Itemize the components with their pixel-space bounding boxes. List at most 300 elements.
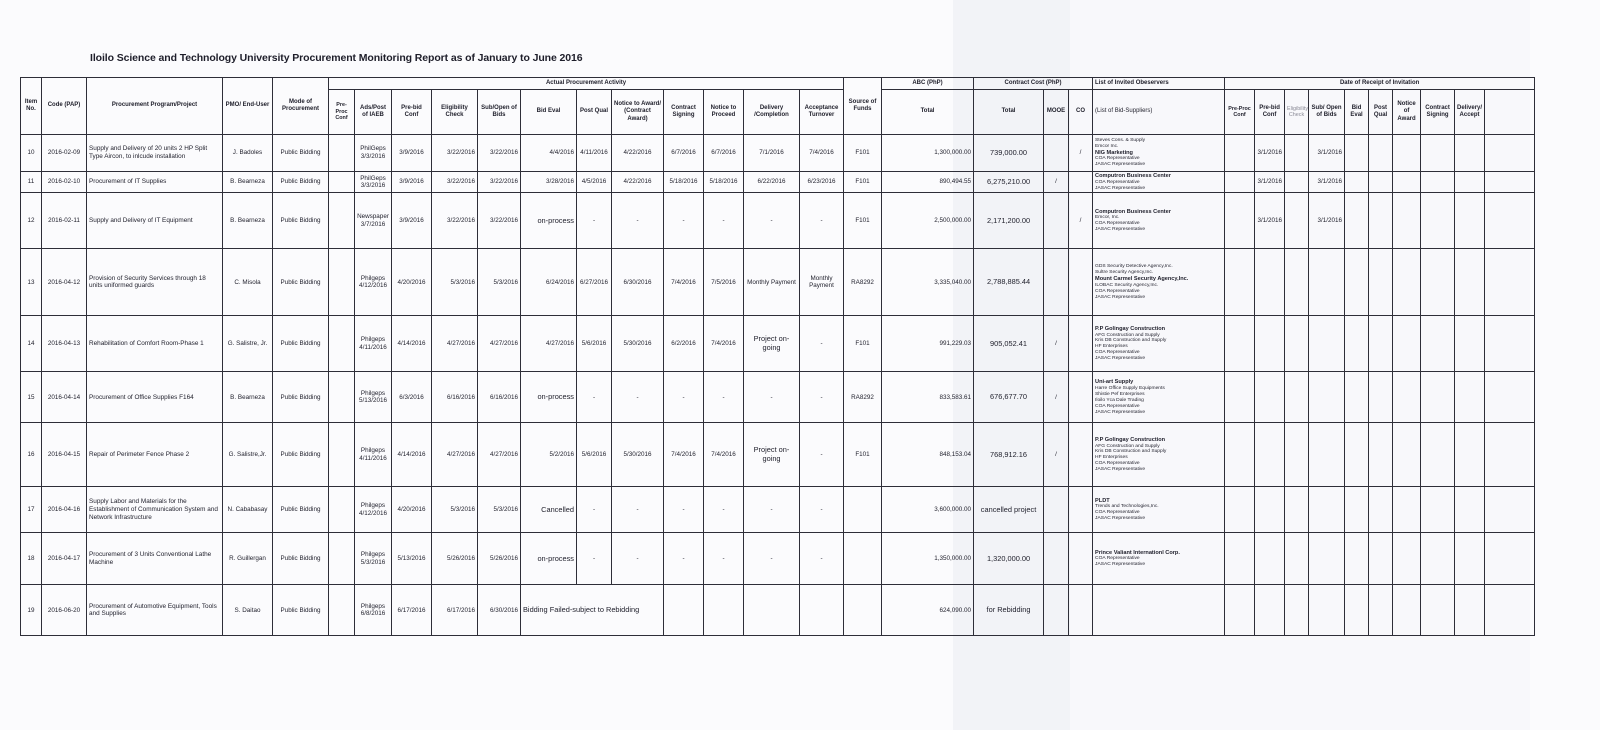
- header-contract-signing: Contract Signing: [664, 90, 704, 135]
- mooe-cell: /: [1044, 172, 1069, 193]
- contract-signing-cell: 6/2/2016: [664, 316, 704, 372]
- contract-signing-cell: 7/4/2016: [664, 423, 704, 487]
- r-noa-cell: [1393, 316, 1421, 372]
- observers-cell: [1093, 249, 1225, 316]
- table-row: [21, 423, 1535, 487]
- delivery-cell: 7/1/2016: [744, 135, 800, 172]
- ntp-cell: -: [704, 487, 744, 533]
- abc-total-cell: 833,583.61: [882, 372, 974, 423]
- source-cell: [844, 585, 882, 636]
- r-postqual-cell: [1369, 585, 1393, 636]
- contract-signing-cell: 6/7/2016: [664, 135, 704, 172]
- r-subopen-cell: [1309, 249, 1345, 316]
- remarks-cell: [1485, 585, 1535, 636]
- abc-total-cell: 991,229.03: [882, 316, 974, 372]
- header-acceptance: Acceptance Turnover: [800, 90, 844, 135]
- remarks-cell: [1485, 193, 1535, 249]
- r-noa-cell: [1393, 193, 1421, 249]
- observer-line: GDS Security Detective Agency,Inc.: [1095, 264, 1173, 270]
- acceptance-cell: 7/4/2016: [800, 135, 844, 172]
- r-contract-cell: [1421, 372, 1455, 423]
- observer-line: JASAC Representative: [1095, 562, 1146, 568]
- pmo-cell: B. Bearneza: [223, 193, 273, 249]
- r-postqual-cell: [1369, 533, 1393, 585]
- contract-total-cell: 1,320,000.00: [974, 533, 1044, 585]
- eligibility-cell: 4/27/2016: [432, 316, 478, 372]
- bideval-cell: 6/24/2016: [521, 249, 577, 316]
- r-contract-cell: [1421, 172, 1455, 193]
- r-postqual-cell: [1369, 193, 1393, 249]
- r-bideval-cell: [1345, 135, 1369, 172]
- observers-cell: [1093, 423, 1225, 487]
- observer-line: Sultre Security Agency,Inc.: [1095, 270, 1154, 276]
- contract-total-cell: 905,052.41: [974, 316, 1044, 372]
- code-cell: 2016-04-16: [42, 487, 87, 533]
- header-mode: Mode of Procurement: [273, 78, 329, 135]
- ntp-cell: -: [704, 372, 744, 423]
- code-cell: 2016-04-12: [42, 249, 87, 316]
- bideval-cell: on-process: [521, 193, 577, 249]
- header-r-bideval: Bid Eval: [1345, 90, 1369, 135]
- contract-signing-cell: -: [664, 372, 704, 423]
- ntp-cell: 5/18/2016: [704, 172, 744, 193]
- header-pre-proc: Pre-Proc Conf: [329, 90, 355, 135]
- pre-proc-cell: [329, 249, 355, 316]
- subopen-cell: 3/22/2016: [478, 193, 521, 249]
- observer-line: COA Representative: [1095, 221, 1140, 227]
- observer-line: Harre Office Supply Equipments: [1095, 386, 1165, 392]
- observer-head: NIG Marketing: [1095, 149, 1133, 156]
- remarks-cell: [1485, 135, 1535, 172]
- pmo-cell: B. Bearneza: [223, 372, 273, 423]
- bideval-cell: Cancelled: [521, 487, 577, 533]
- noa-cell: 5/30/2016: [612, 423, 664, 487]
- r-preproc-cell: [1225, 172, 1255, 193]
- table-body: [21, 135, 1535, 636]
- observer-line: COA Representative: [1095, 556, 1140, 562]
- acceptance-cell: 6/23/2016: [800, 172, 844, 193]
- pre-proc-cell: [329, 533, 355, 585]
- prebid-cell: 3/9/2016: [392, 172, 432, 193]
- bideval-cell: on-process: [521, 533, 577, 585]
- r-noa-cell: [1393, 487, 1421, 533]
- observer-head: P.P Golingay Construction: [1095, 436, 1166, 443]
- observer-line: COA Representative: [1095, 510, 1140, 516]
- ntp-cell: -: [704, 533, 744, 585]
- observer-head: P.P Golingay Construction: [1095, 325, 1166, 332]
- eligibility-cell: 6/16/2016: [432, 372, 478, 423]
- r-bideval-cell: [1345, 249, 1369, 316]
- pmo-cell: S. Daitao: [223, 585, 273, 636]
- r-contract-cell: [1421, 533, 1455, 585]
- header-observers-group: List of Invited Obeservers: [1093, 78, 1225, 90]
- delivery-cell: Project on-going: [744, 423, 800, 487]
- r-bideval-cell: [1345, 487, 1369, 533]
- abc-total-cell: 3,335,040.00: [882, 249, 974, 316]
- contract-signing-cell: 7/4/2016: [664, 249, 704, 316]
- noa-cell: 6/30/2016: [612, 249, 664, 316]
- co-cell: /: [1069, 135, 1093, 172]
- eligibility-cell: 4/27/2016: [432, 423, 478, 487]
- pre-proc-cell: [329, 316, 355, 372]
- observer-line: Emcor, Inc.: [1095, 215, 1120, 221]
- observer-line: JASAC Representative: [1095, 227, 1146, 233]
- ntp-cell: [704, 585, 744, 636]
- header-prebid: Pre-bid Conf: [392, 90, 432, 135]
- code-cell: 2016-06-20: [42, 585, 87, 636]
- eligibility-cell: 3/22/2016: [432, 172, 478, 193]
- r-noa-cell: [1393, 533, 1421, 585]
- item-no-cell: 18: [21, 533, 42, 585]
- pre-proc-cell: [329, 172, 355, 193]
- mode-cell: Public Bidding: [273, 135, 329, 172]
- source-cell: [844, 487, 882, 533]
- remarks-cell: [1485, 249, 1535, 316]
- r-preproc-cell: [1225, 249, 1255, 316]
- r-delivery-cell: [1455, 423, 1485, 487]
- acceptance-cell: -: [800, 316, 844, 372]
- r-postqual-cell: [1369, 249, 1393, 316]
- observers-cell: [1093, 316, 1225, 372]
- r-prebid-cell: [1255, 585, 1285, 636]
- ads-cell: Philgeps 4/11/2016: [355, 316, 392, 372]
- observer-head: Prince Valiant Internationl Corp.: [1095, 549, 1180, 556]
- ntp-cell: 7/5/2016: [704, 249, 744, 316]
- ads-cell: Philgeps 4/11/2016: [355, 423, 392, 487]
- source-cell: F101: [844, 193, 882, 249]
- header-contract-total: Total: [974, 90, 1044, 135]
- mooe-cell: [1044, 533, 1069, 585]
- r-preproc-cell: [1225, 135, 1255, 172]
- header-abc-group: ABC (PhP): [882, 78, 974, 90]
- program-cell: Repair of Perimeter Fence Phase 2: [87, 423, 223, 487]
- observer-line: Iloilo Yca Dale Trading: [1095, 397, 1144, 403]
- observer-line: JASAC Representative: [1095, 185, 1146, 191]
- noa-cell: 4/22/2016: [612, 135, 664, 172]
- r-bideval-cell: [1345, 193, 1369, 249]
- r-bideval-cell: [1345, 316, 1369, 372]
- r-prebid-cell: 3/1/2016: [1255, 135, 1285, 172]
- table-row: [21, 193, 1535, 249]
- contract-signing-cell: 5/18/2016: [664, 172, 704, 193]
- r-elig-cell: [1285, 316, 1309, 372]
- observers-cell: [1093, 193, 1225, 249]
- r-bideval-cell: [1345, 372, 1369, 423]
- delivery-cell: [744, 585, 800, 636]
- source-cell: F101: [844, 423, 882, 487]
- delivery-cell: 6/22/2016: [744, 172, 800, 193]
- co-cell: /: [1069, 193, 1093, 249]
- observer-head: Computron Business Center: [1095, 208, 1171, 215]
- prebid-cell: 6/3/2016: [392, 372, 432, 423]
- abc-total-cell: 890,494.55: [882, 172, 974, 193]
- ads-cell: Philgeps 6/8/2016: [355, 585, 392, 636]
- r-prebid-cell: [1255, 487, 1285, 533]
- r-preproc-cell: [1225, 193, 1255, 249]
- ads-cell: PhilGeps 3/3/2016: [355, 172, 392, 193]
- prebid-cell: 6/17/2016: [392, 585, 432, 636]
- header-co: CO: [1069, 90, 1093, 135]
- r-subopen-cell: [1309, 316, 1345, 372]
- table-row: [21, 135, 1535, 172]
- observer-line: COA Representative: [1095, 179, 1140, 185]
- contract-total-cell: 676,677.70: [974, 372, 1044, 423]
- noa-cell: 5/30/2016: [612, 316, 664, 372]
- observer-line: ILOBAC Security Agency,Inc.: [1095, 282, 1159, 288]
- item-no-cell: 19: [21, 585, 42, 636]
- observer-line: Kris DB Construction and Supply: [1095, 338, 1167, 344]
- mode-cell: Public Bidding: [273, 423, 329, 487]
- r-preproc-cell: [1225, 372, 1255, 423]
- mooe-cell: [1044, 249, 1069, 316]
- observer-line: Shistie Pef Enterprises: [1095, 391, 1145, 397]
- subopen-cell: 4/27/2016: [478, 316, 521, 372]
- contract-signing-cell: [664, 585, 704, 636]
- r-subopen-cell: 3/1/2016: [1309, 193, 1345, 249]
- r-subopen-cell: 3/1/2016: [1309, 135, 1345, 172]
- subopen-cell: 3/22/2016: [478, 172, 521, 193]
- eligibility-cell: 6/17/2016: [432, 585, 478, 636]
- item-no-cell: 15: [21, 372, 42, 423]
- source-cell: [844, 533, 882, 585]
- acceptance-cell: -: [800, 533, 844, 585]
- postqual-cell: 5/6/2016: [577, 423, 612, 487]
- mooe-cell: [1044, 135, 1069, 172]
- abc-total-cell: 2,500,000.00: [882, 193, 974, 249]
- remarks-cell: [1485, 172, 1535, 193]
- co-cell: [1069, 585, 1093, 636]
- observers-cell: [1093, 372, 1225, 423]
- r-elig-cell: [1285, 135, 1309, 172]
- header-postqual: Post Qual: [577, 90, 612, 135]
- program-cell: Procurement of Office Supplies F164: [87, 372, 223, 423]
- header-noa: Notice to Award/ (Contract Award): [612, 90, 664, 135]
- mode-cell: Public Bidding: [273, 316, 329, 372]
- contract-signing-cell: -: [664, 487, 704, 533]
- program-cell: Procurement of IT Supplies: [87, 172, 223, 193]
- delivery-cell: -: [744, 533, 800, 585]
- prebid-cell: 4/20/2016: [392, 487, 432, 533]
- item-no-cell: 12: [21, 193, 42, 249]
- code-cell: 2016-04-15: [42, 423, 87, 487]
- r-postqual-cell: [1369, 316, 1393, 372]
- header-r-prebid: Pre-bid Conf: [1255, 90, 1285, 135]
- observer-line: JASAC Representative: [1095, 162, 1146, 168]
- table-row: [21, 172, 1535, 193]
- r-contract-cell: [1421, 249, 1455, 316]
- code-cell: 2016-04-14: [42, 372, 87, 423]
- header-row-group: [21, 78, 1535, 90]
- pre-proc-cell: [329, 487, 355, 533]
- ads-cell: PhilGeps 3/3/2016: [355, 135, 392, 172]
- subopen-cell: 6/30/2016: [478, 585, 521, 636]
- remarks-cell: [1485, 372, 1535, 423]
- pre-proc-cell: [329, 585, 355, 636]
- r-contract-cell: [1421, 585, 1455, 636]
- prebid-cell: 3/9/2016: [392, 135, 432, 172]
- remarks-cell: [1485, 533, 1535, 585]
- pre-proc-cell: [329, 193, 355, 249]
- r-noa-cell: [1393, 423, 1421, 487]
- header-ads: Ads/Post of IAEB: [355, 90, 392, 135]
- subopen-cell: 4/27/2016: [478, 423, 521, 487]
- acceptance-cell: -: [800, 487, 844, 533]
- r-delivery-cell: [1455, 533, 1485, 585]
- postqual-cell: -: [577, 193, 612, 249]
- header-receipt-group: Date of Receipt of Invitation: [1225, 78, 1535, 90]
- program-cell: Procurement of Automotive Equipment, Tools and Supplies: [87, 585, 223, 636]
- observer-head: Computron Business Center: [1095, 173, 1171, 179]
- bideval-cell: 4/27/2016: [521, 316, 577, 372]
- bideval-cell: 5/2/2016: [521, 423, 577, 487]
- pmo-cell: B. Bearneza: [223, 172, 273, 193]
- observer-head: Mount Carmel Security Agency,Inc.: [1095, 276, 1189, 283]
- r-postqual-cell: [1369, 487, 1393, 533]
- observers-cell: [1093, 487, 1225, 533]
- abc-total-cell: 848,153.04: [882, 423, 974, 487]
- pmo-cell: C. Misola: [223, 249, 273, 316]
- bideval-cell: Bidding Failed-subject to Rebidding: [521, 585, 664, 636]
- header-eligibility: Eligibility Check: [432, 90, 478, 135]
- observers-cell: [1093, 533, 1225, 585]
- source-cell: F101: [844, 316, 882, 372]
- r-prebid-cell: 3/1/2016: [1255, 193, 1285, 249]
- code-cell: 2016-02-09: [42, 135, 87, 172]
- observer-line: COA Representative: [1095, 288, 1140, 294]
- r-elig-cell: [1285, 249, 1309, 316]
- r-contract-cell: [1421, 423, 1455, 487]
- pre-proc-cell: [329, 135, 355, 172]
- r-elig-cell: [1285, 172, 1309, 193]
- postqual-cell: -: [577, 533, 612, 585]
- r-elig-cell: [1285, 423, 1309, 487]
- observer-line: Trends and Technologies,Inc.: [1095, 504, 1159, 510]
- r-elig-cell: [1285, 487, 1309, 533]
- contract-total-cell: 6,275,210.00: [974, 172, 1044, 193]
- observer-line: COA Representative: [1095, 350, 1140, 356]
- prebid-cell: 4/20/2016: [392, 249, 432, 316]
- eligibility-cell: 5/3/2016: [432, 249, 478, 316]
- program-cell: Rehabilitation of Comfort Room-Phase 1: [87, 316, 223, 372]
- mooe-cell: /: [1044, 423, 1069, 487]
- header-source: Source of Funds: [844, 78, 882, 135]
- ads-cell: Newspaper 3/7/2016: [355, 193, 392, 249]
- delivery-cell: Monthly Payment: [744, 249, 800, 316]
- prebid-cell: 4/14/2016: [392, 423, 432, 487]
- header-r-postqual: Post Qual: [1369, 90, 1393, 135]
- r-bideval-cell: [1345, 172, 1369, 193]
- co-cell: [1069, 533, 1093, 585]
- r-delivery-cell: [1455, 316, 1485, 372]
- r-prebid-cell: [1255, 316, 1285, 372]
- observer-line: COA Representative: [1095, 403, 1140, 409]
- source-cell: RA8292: [844, 372, 882, 423]
- contract-total-cell: 768,912.16: [974, 423, 1044, 487]
- observer-line: JASAC Representative: [1095, 409, 1146, 415]
- item-no-cell: 13: [21, 249, 42, 316]
- pmo-cell: N. Cababasay: [223, 487, 273, 533]
- noa-cell: -: [612, 372, 664, 423]
- table-row: [21, 487, 1535, 533]
- abc-total-cell: 1,300,000.00: [882, 135, 974, 172]
- mooe-cell: /: [1044, 316, 1069, 372]
- r-prebid-cell: [1255, 423, 1285, 487]
- r-subopen-cell: 3/1/2016: [1309, 172, 1345, 193]
- r-elig-cell: [1285, 193, 1309, 249]
- noa-cell: -: [612, 193, 664, 249]
- eligibility-cell: 5/26/2016: [432, 533, 478, 585]
- mooe-cell: /: [1044, 372, 1069, 423]
- r-preproc-cell: [1225, 487, 1255, 533]
- program-cell: Provision of Security Services through 18 units uniformed guards: [87, 249, 223, 316]
- r-subopen-cell: [1309, 423, 1345, 487]
- subopen-cell: 5/3/2016: [478, 249, 521, 316]
- pmo-cell: G. Salistre, Jr.: [223, 316, 273, 372]
- co-cell: [1069, 172, 1093, 193]
- postqual-cell: 6/27/2016: [577, 249, 612, 316]
- r-delivery-cell: [1455, 585, 1485, 636]
- r-subopen-cell: [1309, 533, 1345, 585]
- observer-line: HF Enterprises: [1095, 455, 1128, 461]
- contract-total-cell: 739,000.00: [974, 135, 1044, 172]
- observer-head: Uni-art Supply: [1095, 379, 1134, 386]
- r-noa-cell: [1393, 172, 1421, 193]
- table-row: [21, 249, 1535, 316]
- delivery-cell: -: [744, 487, 800, 533]
- noa-cell: 4/22/2016: [612, 172, 664, 193]
- r-delivery-cell: [1455, 249, 1485, 316]
- co-cell: [1069, 316, 1093, 372]
- co-cell: [1069, 249, 1093, 316]
- subopen-cell: 5/3/2016: [478, 487, 521, 533]
- report-title: Iloilo Science and Technology University Procurement Monitoring Report as of January to June 2016: [90, 52, 583, 64]
- eligibility-cell: 3/22/2016: [432, 193, 478, 249]
- r-postqual-cell: [1369, 172, 1393, 193]
- remarks-cell: [1485, 487, 1535, 533]
- r-noa-cell: [1393, 372, 1421, 423]
- r-delivery-cell: [1455, 193, 1485, 249]
- pmo-cell: G. Salistre,Jr.: [223, 423, 273, 487]
- contract-total-cell: for Rebidding: [974, 585, 1044, 636]
- header-bid-suppliers: (List of Bid-Suppliers): [1093, 90, 1225, 135]
- r-elig-cell: [1285, 585, 1309, 636]
- observers-cell: [1093, 135, 1225, 172]
- r-prebid-cell: [1255, 249, 1285, 316]
- header-bideval: Bid Eval: [521, 90, 577, 135]
- r-prebid-cell: [1255, 372, 1285, 423]
- header-r-preproc: Pre-Proc Conf: [1225, 90, 1255, 135]
- delivery-cell: -: [744, 372, 800, 423]
- subopen-cell: 3/22/2016: [478, 135, 521, 172]
- r-bideval-cell: [1345, 533, 1369, 585]
- r-contract-cell: [1421, 135, 1455, 172]
- delivery-cell: Project on-going: [744, 316, 800, 372]
- r-delivery-cell: [1455, 172, 1485, 193]
- r-preproc-cell: [1225, 316, 1255, 372]
- header-r-subopen: Sub/ Open of Bids: [1309, 90, 1345, 135]
- bideval-cell: on-process: [521, 372, 577, 423]
- r-noa-cell: [1393, 135, 1421, 172]
- mode-cell: Public Bidding: [273, 533, 329, 585]
- code-cell: 2016-02-10: [42, 172, 87, 193]
- program-cell: Procurement of 3 Units Conventional Lathe Machine: [87, 533, 223, 585]
- header-mooe: MOOE: [1044, 90, 1069, 135]
- item-no-cell: 11: [21, 172, 42, 193]
- r-bideval-cell: [1345, 585, 1369, 636]
- pmo-cell: J. Badoles: [223, 135, 273, 172]
- abc-total-cell: 1,350,000.00: [882, 533, 974, 585]
- mooe-cell: [1044, 585, 1069, 636]
